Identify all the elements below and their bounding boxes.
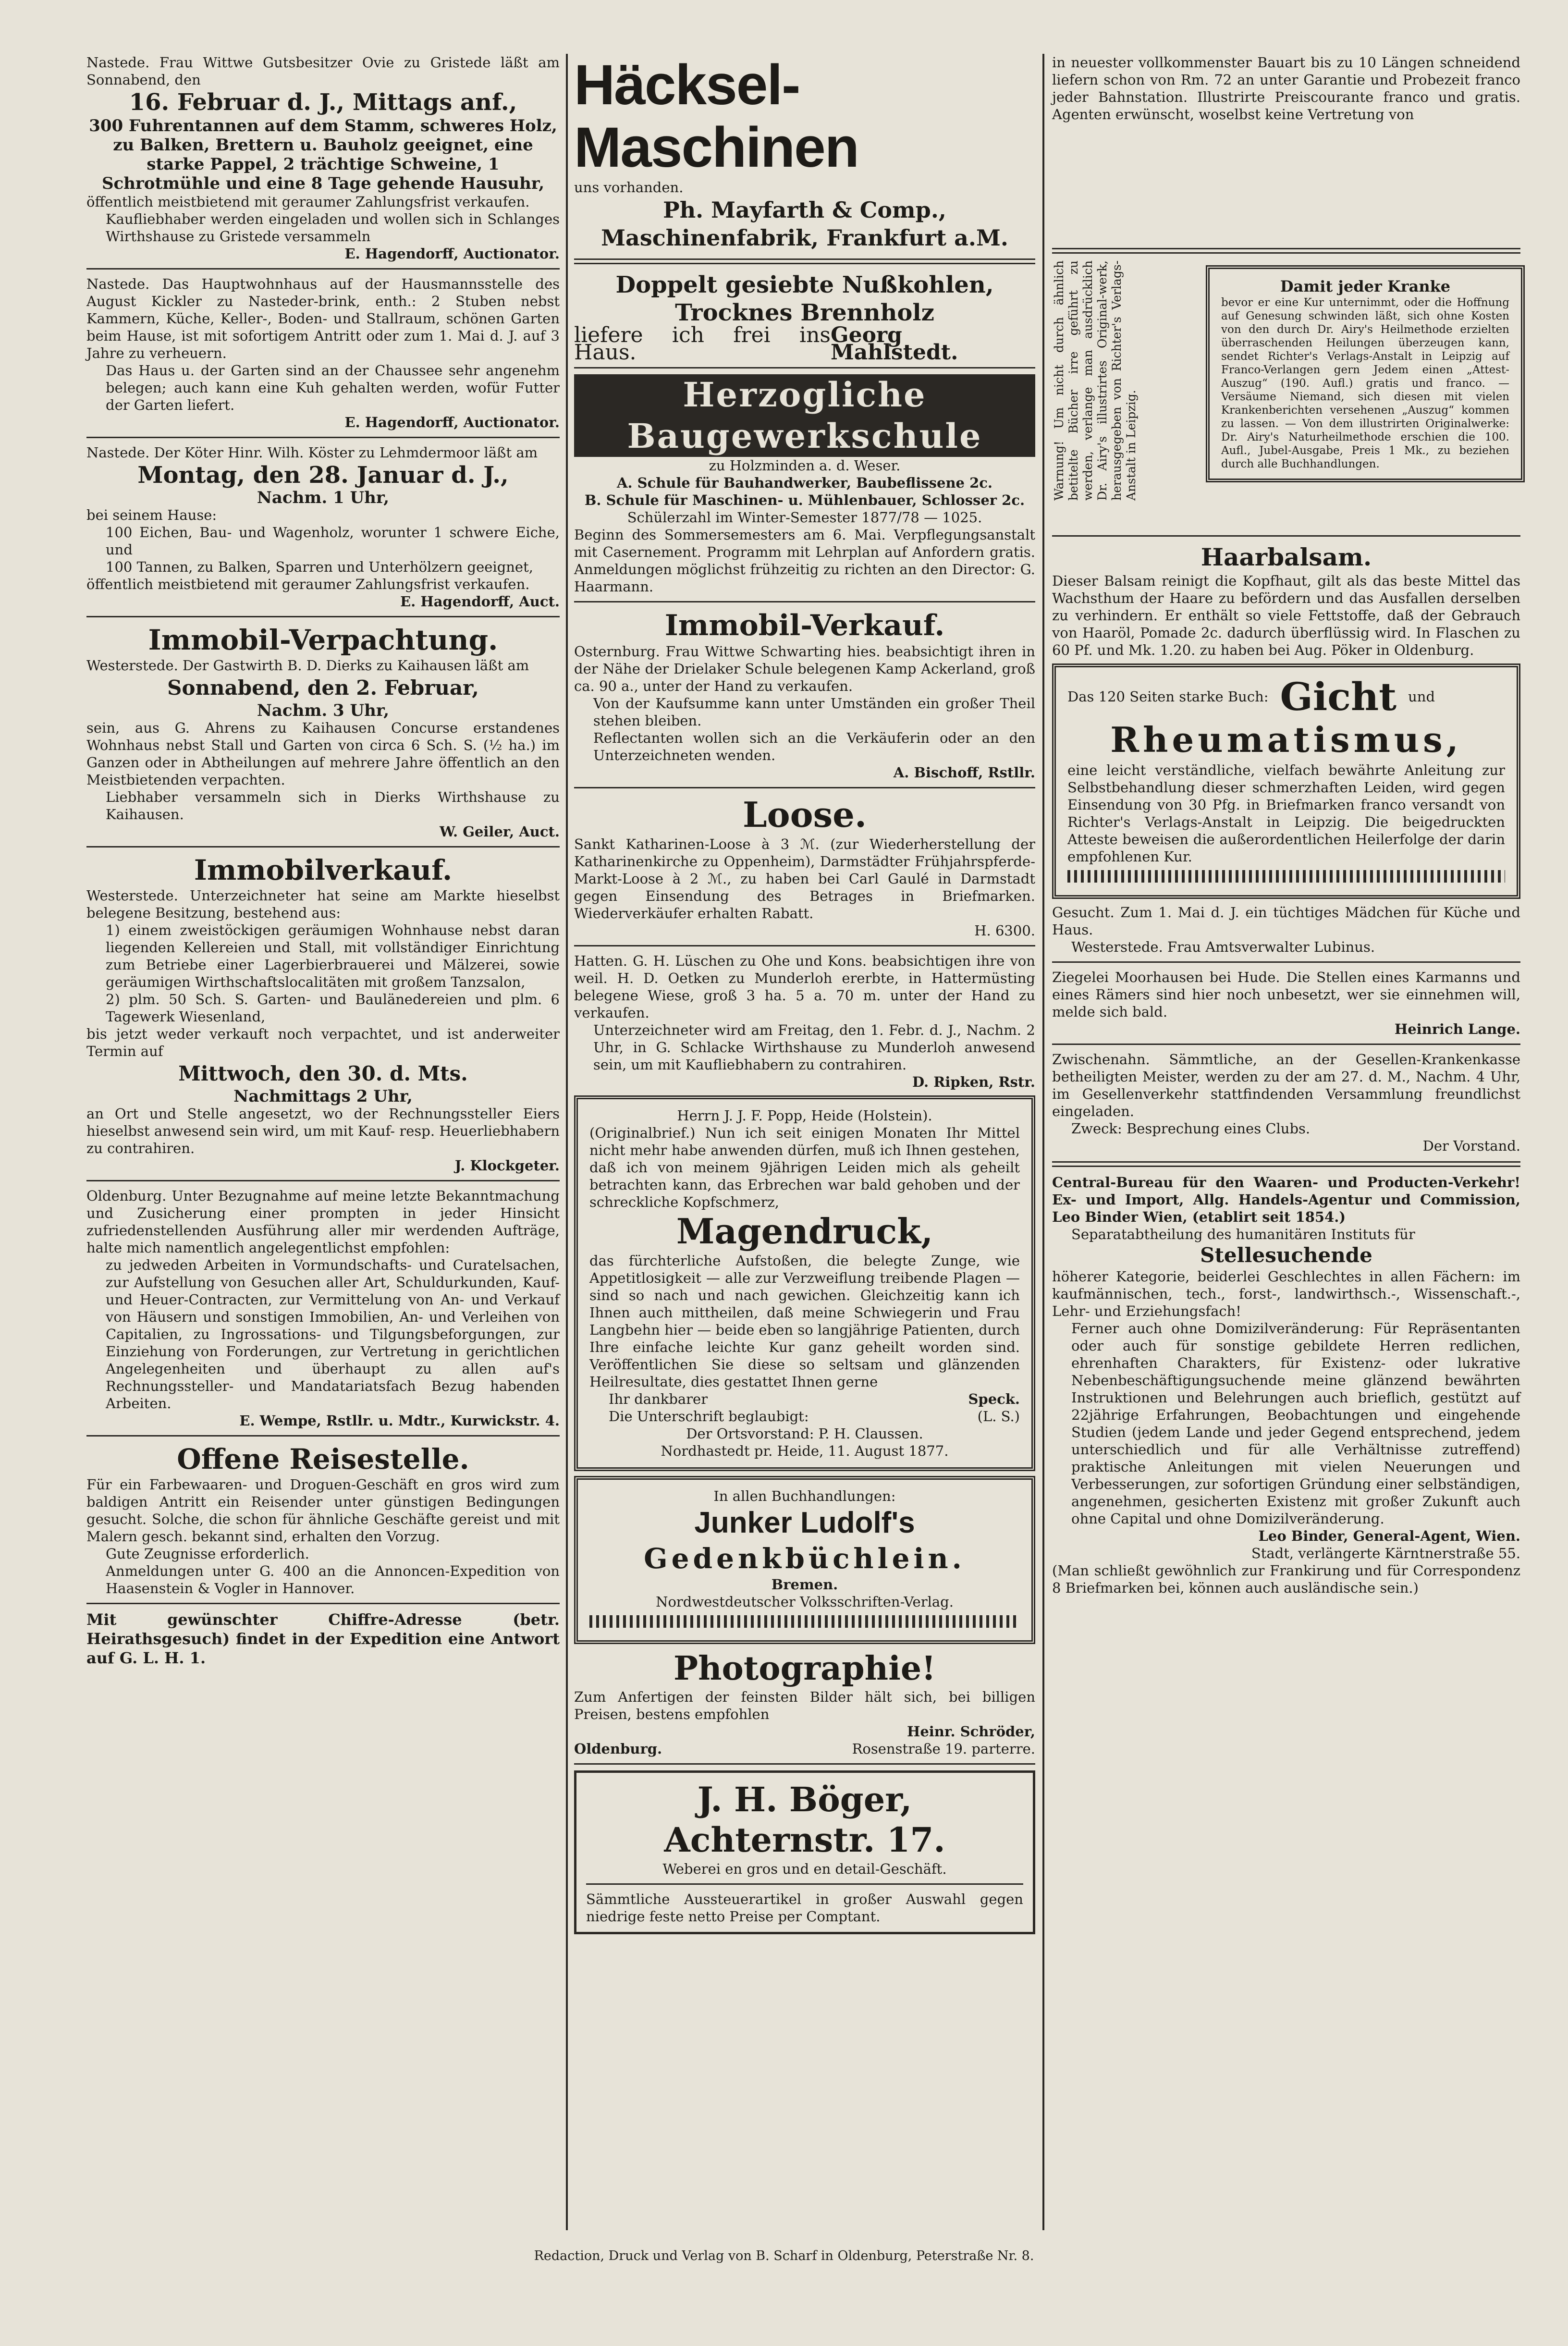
ad-signature: J. Klockgeter. xyxy=(454,1157,560,1174)
ad-boeger xyxy=(574,1770,1035,1934)
ad-text: Zum Anfertigen der feinsten Bilder hält sich, bei billigen Preisen, bestens empfohlen xyxy=(574,1689,1035,1722)
ad-text: Separatabtheilung des humanitären Instituts für xyxy=(1071,1226,1415,1242)
ad-text: Zwischenahn. Sämmtliche, an der Gesellen-Krankenkasse betheiligten Meister, werden zu der am 27. d. M., Nachm. 4 Uhr, im Gesellenverkehr stattfindenden Versammlung freundlichst eingeladen. xyxy=(1052,1051,1520,1119)
ad-title: Immobil-Verpachtung. xyxy=(148,624,498,656)
ad-text: Gesucht. Zum 1. Mai d. J. ein tüchtiges Mädchen für Küche und Haus. xyxy=(1052,904,1520,938)
ad-signature: Georg Mahlstedt. xyxy=(831,323,958,365)
ad-text: Kaufliebhaber werden eingeladen und wollen sich in Schlanges Wirthshause zu Gristede versammeln xyxy=(106,211,560,245)
ad-title: Photographie! xyxy=(673,1649,936,1688)
ad-text: Der Ortsvorstand: P. H. Claussen. xyxy=(686,1425,923,1442)
ad-title: Gicht xyxy=(1280,674,1397,719)
ad-items: 300 Fuhrentannen auf dem Stamm, schweres Holz, zu Balken, Brettern u. Bauholz geeignet, eine starke Pappel, 2 trächtige Schweine, 1 Schrotmühle und eine 8 Tage gehende Hausuhr, xyxy=(89,116,557,193)
ad-text: Gute Zeugnisse erforderlich. xyxy=(106,1546,309,1562)
ad-text: öffentlich meistbietend mit geraumer Zahlungsfrist verkaufen. xyxy=(86,194,530,210)
ad-signature: Heinr. Schröder, xyxy=(906,1723,1035,1740)
ad-text: Nastede. Der Köter Hinr. Wilh. Köster zu Lehmdermoor läßt am xyxy=(86,444,538,461)
ad-text: Rosenstraße 19. parterre. xyxy=(852,1741,1035,1757)
divider xyxy=(574,258,1035,264)
ad-chiffre xyxy=(86,1610,560,1668)
ad-magendruck xyxy=(574,1095,1035,1471)
ad-date: Sonnabend, den 2. Februar, xyxy=(167,676,479,700)
ad-text: Zweck: Besprechung eines Clubs. xyxy=(1071,1120,1311,1137)
ad-kohlen xyxy=(574,271,1035,365)
ad-list-item: 1) einem zweistöckigen geräumigen Wohnhause nebst daran liegenden Kellereien und Stall, mit vollständiger Einrichtung zum Betriebe einer Lagerbierbrauerei und Mälzerei, sowie geräumigen Wirthschaftslocalitäten mit großem Tanzsalon, xyxy=(106,922,560,990)
ad-text: liefere ich frei ins Haus. xyxy=(574,323,831,365)
ad-signature: W. Geiler, Auct. xyxy=(439,823,560,840)
ad-text: Mit gewünschter Chiffre-Adresse (betr. Heirathsgesuch) findet in der Expedition eine Antwort auf G. L. H. 1. xyxy=(86,1610,560,1667)
ad-text: Schülerzahl im Winter-Semester 1877/78 — 1025. xyxy=(627,509,982,526)
ad-signature: E. Wempe, Rstllr. u. Mdtr., Kurwickstr. 4. xyxy=(239,1413,560,1429)
ad-nastede-ovie xyxy=(86,54,560,262)
ad-text: Sankt Katharinen-Loose à 3 ℳ. (zur Wiederherstellung der Katharinenkirche zu Oppenheim), Darmstädter Frühjahrspferde-Markt-Loose à 2 ℳ., zu haben bei Carl Gaulé in Darmstadt gegen Einsendung des Betrages in Briefmarken. Wiederverkäufer erhalten Rabatt. xyxy=(574,836,1035,921)
ad-text: Die Unterschrift beglaubigt: xyxy=(609,1408,809,1425)
ad-title: Magendruck, xyxy=(676,1211,933,1252)
ad-text: höherer Kategorie, beiderlei Geschlechtes in allen Fächern: im kaufmännischen, tech., forst-, landwirthsch.-, Wissenschaft.-, Lehr- und Erziehungsfach! xyxy=(1052,1268,1520,1319)
ad-text: Central-Bureau für den Waaren- und Producten-Verkehr! Ex- und Import, Allg. Handels-Agentur und Commission, Leo Binder Wien, (etablirt seit 1854.) xyxy=(1052,1174,1520,1225)
ad-title: J. H. Böger, Achternstr. 17. xyxy=(664,1780,945,1860)
ad-haecksel-text xyxy=(1052,54,1520,123)
divider xyxy=(1052,535,1520,537)
column-rule xyxy=(566,54,568,2230)
ad-title: Rheumatismus, xyxy=(1110,719,1462,760)
ad-haarbalsam xyxy=(1052,542,1520,659)
column-right xyxy=(1052,54,1520,1597)
ad-text: Weberei en gros und en detail-Geschäft. xyxy=(662,1861,947,1877)
ad-date: Montag, den 28. Januar d. J., xyxy=(137,462,509,489)
ad-list-item: 100 Eichen, Bau- und Wagenholz, worunter 1 schwere Eiche, und xyxy=(106,524,560,558)
ad-signature: Speck. xyxy=(968,1391,1020,1407)
ad-text: sein, aus G. Ahrens zu Kaihausen Concurse erstandenes Wohnhaus nebst Stall und Garten von circa 6 Sch. S. (½ ha.) im Ganzen oder in Abtheilungen auf mehrere Jahre öffentlich an den Meistbietenden verpachten. xyxy=(86,720,560,788)
ad-text: Ihr dankbarer xyxy=(609,1391,708,1407)
ad-time: Nachm. 1 Uhr, xyxy=(257,488,390,507)
ad-date: Mittwoch, den 30. d. Mts. xyxy=(178,1062,468,1085)
divider xyxy=(86,437,560,438)
ad-immobilverkauf xyxy=(86,853,560,1174)
divider xyxy=(574,1763,1035,1765)
ad-text: Nordwestdeutscher Volksschriften-Verlag. xyxy=(656,1594,954,1610)
divider xyxy=(86,846,560,848)
ad-text: Liebhaber versammeln sich in Dierks Wirthshause zu Kaihausen. xyxy=(106,789,560,823)
ad-baugewerkschule xyxy=(574,374,1035,595)
divider xyxy=(574,945,1035,946)
ad-title: Häcksel-Maschinen xyxy=(574,53,858,179)
ad-airy xyxy=(1052,260,1520,529)
ad-text: und xyxy=(1408,688,1435,705)
ad-title: Stellesuchende xyxy=(1200,1243,1372,1267)
ad-text: zu jedweden Arbeiten in Vormundschafts- und Curatelsachen, zur Aufstellung von Gesuchen aller Art, Schuldurkunden, Kauf- und Heuer-Contracten, zur Vermittelung von An- und Verkauf von Häusern und sonstigen Immobilien, An- und Verleihen von Capitalien, zu Ingrossations- und Tilgungsbeforgungen, zur Einziehung von Forderungen, zur Vertretung in gerichtlichen Angelegenheiten und überhaupt zu allen auf's Rechnungssteller- und Mandatariatsfach Bezug habenden Arbeiten. xyxy=(106,1257,560,1412)
ad-loose xyxy=(574,794,1035,939)
ad-text: Bremen. xyxy=(771,1576,838,1593)
divider xyxy=(86,1603,560,1604)
ad-text: bei seinem Hause: xyxy=(86,507,217,523)
ad-oldenburg-wempe xyxy=(86,1187,560,1429)
ad-text: Sämmtliche Aussteuerartikel in großer Auswahl gegen niedrige feste netto Preise per Comptant. xyxy=(586,1891,1023,1925)
ad-immobil-verpachtung xyxy=(86,623,560,840)
divider xyxy=(1052,961,1520,963)
ad-text: Herrn J. J. F. Popp, Heide (Holstein). xyxy=(677,1107,932,1124)
ad-text: Oldenburg. Unter Bezugnahme auf meine letzte Bekanntmachung und Zusicherung einer prompten in jeder Hinsicht zufriedenstellenden Ausführung aller mir werdenden Aufträge, halte mich namentlich angelegentlichst empfohlen: xyxy=(86,1188,560,1256)
divider xyxy=(86,1435,560,1437)
divider xyxy=(1052,248,1520,254)
ad-title: Haarbalsam. xyxy=(1200,543,1372,571)
ad-zwischenahn xyxy=(1052,1051,1520,1155)
ad-text: Beginn des Sommersemesters am 6. Mai. Verpflegungsanstalt mit Casernement. Programm mit Lehrplan auf Anfordern gratis. Anmeldungen möglichst frühzeitig zu richten an den Director: G. Haarmann. xyxy=(574,527,1035,595)
ad-list-item: B. Schule für Maschinen- u. Mühlenbauer, Schlosser 2c. xyxy=(584,492,1025,508)
ad-immobil-verkauf-osternburg xyxy=(574,608,1035,781)
ad-signature: E. Hagendorff, Auctionator. xyxy=(344,246,560,262)
divider xyxy=(86,1180,560,1181)
ad-photographie xyxy=(574,1649,1035,1757)
divider xyxy=(574,601,1035,602)
ad-text: Westerstede. Unterzeichneter hat seine am Markte hieselbst belegene Besitzung, bestehend aus: xyxy=(86,887,560,921)
ad-title: Doppelt gesiebte Nußkohlen, Trocknes Brennholz xyxy=(615,271,994,326)
column-rule xyxy=(1042,54,1044,2230)
ad-ziegelei xyxy=(1052,969,1520,1038)
ad-time: Nachm. 3 Uhr, xyxy=(257,701,390,720)
ad-signature: E. Hagendorff, Auctionator. xyxy=(344,414,560,430)
divider xyxy=(1052,1044,1520,1045)
ad-title: Gedenkbüchlein. xyxy=(644,1542,966,1575)
ad-text: (Man schließt gewöhnlich zur Frankirung und für Correspondenz 8 Briefmarken bei, können auch ausländische sein.) xyxy=(1052,1562,1520,1596)
ad-airy-box xyxy=(1206,265,1525,482)
ad-warning-vertical: Warnung! Um nicht durch ähnlich betitelte Bücher irre geführt zu werden, verlange man ausdrücklich Dr. Airy's illustrirtes Original-werk, herausgegeben von Richter's Verlags-Anstalt in Leipzig. xyxy=(1052,260,1138,501)
ad-text: das fürchterliche Aufstoßen, die belegte Zunge, wie Appetitlosigkeit — alle zur Verzweiflung treibende Plagen — sind so nach und nach gewichen. Gleichzeitig kann ich Ihnen auch mittheilen, daß meine Schwiegerin und Frau Langbehn hier — beide eben so langjährige Patienten, durch Ihre einfache leichte Kur ganz geheilt worden sind. Veröffentlichen Sie diese so seltsam und glänzenden Heilresultate, dies gestattet Ihnen gerne xyxy=(589,1253,1020,1390)
ad-text: Für ein Farbewaaren- und Droguen-Geschäft en gros wird zum baldigen Antritt ein Reisender unter günstigen Bedingungen gesucht. Solche, die schon für ähnliche Geschäfte gereist und mit Malern gesch. bekannt sind, erhalten den Vorzug. xyxy=(86,1476,560,1545)
ad-text: Von der Kaufsumme kann unter Umständen ein großer Theil stehen bleiben. xyxy=(593,695,1035,729)
ad-date: 16. Februar d. J., Mittags anf., xyxy=(129,89,517,116)
ad-nastede-koester xyxy=(86,444,560,610)
ad-text: Unterzeichneter wird am Freitag, den 1. Febr. d. J., Nachm. 2 Uhr, in G. Schlacke Wirthshause zu Munderloh anwesend sein, um mit Kaufliebhabern zu contrahiren. xyxy=(593,1022,1035,1073)
ad-signature: E. Hagendorff, Auct. xyxy=(400,593,560,610)
ad-text: Ferner auch ohne Domizilveränderung: Für Repräsentanten oder auch für sonstige gebildete Herren redlichen, ehrenhaften Charakters, für Existenz- oder lukrative Nebenbeschäftigungsuchende meine glänzend bewährten Instruktionen und Belehrungen auch brieflich, gestützt auf 22jährige Erfahrungen, Beobachtungen und eingehende Studien (jedem Lande und jeder Gegend entsprechend, jedem unterschiedlich und für alle Verhältnisse zutreffend) praktische Anleitungen mit vielen Neuerungen und Verbesserungen, zur sofortigen Gründung einer selbständigen, angenehmen, gesicherten Existenz mit großer Zukunft auch ohne Capital und ohne Domizilveränderung. xyxy=(1071,1320,1520,1527)
ad-text: In allen Buchhandlungen: xyxy=(713,1488,896,1504)
ad-signature: Leo Binder, General-Agent, Wien. xyxy=(1258,1528,1520,1544)
ad-text: zu Holzminden a. d. Weser. xyxy=(709,457,901,474)
ad-title: Immobil-Verkauf. xyxy=(664,609,945,642)
ad-gesucht xyxy=(1052,904,1520,956)
ad-text: Dieser Balsam reinigt die Kopfhaut, gilt als das beste Mittel das Wachsthum der Haare zu befördern und das Ausfallen derselben zu verhindern. Er enthält so viele Fettstoffe, daß der Gebrauch von Haaröl, Pomade 2c. dadurch überflüssig wird. In Flaschen zu 60 Pf. und Mk. 1.20. zu haben bei Aug. Pöker in Oldenburg. xyxy=(1052,573,1520,658)
decorative-border xyxy=(589,1615,1020,1628)
ad-title: Junker Ludolf's xyxy=(694,1506,915,1539)
ad-title: Damit jeder Kranke xyxy=(1280,277,1451,295)
ad-text: Nordhastedt pr. Heide, 11. August 1877. xyxy=(661,1443,949,1459)
ad-junker-ludolf xyxy=(574,1476,1035,1644)
ad-text: Ziegelei Moorhausen bei Hude. Die Stellen eines Karmanns und eines Rämers sind hier noch unbesetzt, wer sie einnehmen will, melde sich bald. xyxy=(1052,969,1520,1020)
ad-list-item: A. Schule für Bauhandwerker, Baubeflissene 2c. xyxy=(616,475,993,491)
ad-text: in neuester vollkommenster Bauart bis zu 10 Längen schneidend liefern schon von Rm. 72 an unter Garantie und Probezeit franco jeder Bahnstation. Illustrirte Preiscourante franco und gratis. Agenten erwünscht, woselbst keine Vertretung von xyxy=(1052,54,1520,123)
ad-gicht xyxy=(1052,663,1520,899)
ad-text: öffentlich meistbietend mit geraumer Zahlungsfrist verkaufen. xyxy=(86,576,530,592)
ad-signature: Heinrich Lange. xyxy=(1394,1021,1520,1037)
imprint-footer: Redaction, Druck und Verlag von B. Scharf in Oldenburg, Peterstraße Nr. 8. xyxy=(534,2248,1034,2263)
ad-text: uns vorhanden. xyxy=(574,179,684,196)
ad-reisestelle xyxy=(86,1442,560,1597)
ad-nastede-kickler xyxy=(86,275,560,431)
divider xyxy=(574,787,1035,788)
ad-text: Stadt, verlängerte Kärntnerstraße 55. xyxy=(1251,1545,1520,1561)
divider xyxy=(586,1883,1023,1885)
ad-text: Osternburg. Frau Wittwe Schwarting hies. beabsichtigt ihren in der Nähe der Drielaker Schule belegenen Kamp Ackerland, groß ca. 90 a., unter der Hand zu verkaufen. xyxy=(574,643,1035,694)
ad-title: Herzogliche Baugewerkschule xyxy=(574,374,1035,457)
ad-text: Reflectanten wollen sich an die Verkäuferin oder an den Unterzeichneten wenden. xyxy=(593,730,1035,763)
divider xyxy=(574,367,1035,368)
ad-text: (Originalbrief.) Nun ich seit einigen Monaten Ihr Mittel nicht mehr habe anwenden dürfen, muß ich Ihnen gestehen, daß ich von meinem 9jährigen Leiden mich als geheilt betrachten kann, das Erbrechen war bald gehoben und der schreckliche Kopfschmerz, xyxy=(589,1125,1020,1210)
ad-title: Offene Reisestelle. xyxy=(177,1443,469,1475)
divider xyxy=(1052,1161,1520,1167)
ad-list-item: 100 Tannen, zu Balken, Sparren und Unterhölzern geeignet, xyxy=(106,559,533,575)
ad-haecksel-maschinen xyxy=(574,54,1035,252)
ad-time: Nachmittags 2 Uhr, xyxy=(233,1087,413,1106)
ad-text: Nastede. Das Hauptwohnhaus auf der Hausmannsstelle des August Kickler zu Nasteder-brink, enth.: 2 Stuben nebst Kammern, Küche, Keller-, Boden- und Stallraum, schönen Garten beim Hause, ist mit sofortigem Antritt oder zum 1. Mai d. J. auf 3 Jahre zu verheuern. xyxy=(86,276,560,361)
ad-code: H. 6300. xyxy=(974,922,1035,939)
ad-central-bureau xyxy=(1052,1174,1520,1597)
ad-title: Immobilverkauf. xyxy=(194,854,453,886)
ad-list-item: 2) plm. 50 Sch. S. Garten- und Baulänedereien und plm. 6 Tagewerk Wiesenland, xyxy=(106,991,560,1025)
ad-text: Westerstede. Der Gastwirth B. D. Dierks zu Kaihausen läßt am xyxy=(86,657,529,674)
ad-seal: (L. S.) xyxy=(977,1408,1020,1425)
ad-text: Westerstede. Frau Amtsverwalter Lubinus. xyxy=(1071,939,1375,955)
ad-hatten xyxy=(574,952,1035,1091)
column-middle xyxy=(574,54,1035,1939)
ad-text: Das Haus u. der Garten sind an der Chaussee sehr angenehm belegen; auch kann eine Kuh gehalten werden, wofür Futter der Garten liefert. xyxy=(106,362,560,413)
ad-text: Oldenburg. xyxy=(574,1741,662,1757)
divider xyxy=(86,268,560,270)
divider xyxy=(86,616,560,617)
decorative-border xyxy=(1067,870,1505,883)
ad-signature: D. Ripken, Rstr. xyxy=(912,1074,1035,1090)
ad-signature: A. Bischoff, Rstllr. xyxy=(893,764,1035,781)
ad-signature: Der Vorstand. xyxy=(1422,1138,1520,1154)
ad-text: bis jetzt weder verkauft noch verpachtet, und ist anderweiter Termin auf xyxy=(86,1026,560,1059)
ad-text: eine leicht verständliche, vielfach bewährte Anleitung zur Selbstbehandlung dieser schmerzhaften Leiden, wird gegen Einsendung von 30 Pfg. in Briefmarken franco versandt von Richter's Verlags-Anstalt in Leipzig. Die beigedruckten Atteste beweisen die außerordentlichen Heilerfolge der darin empfohlenen Kur. xyxy=(1067,762,1505,865)
ad-text: an Ort und Stelle angesetzt, wo der Rechnungssteller Eiers hieselbst anwesend sein wird, um mit Kauf- resp. Heuerliebhabern zu contrahiren. xyxy=(86,1105,560,1156)
ad-text: Nastede. Frau Wittwe Gutsbesitzer Ovie zu Gristede läßt am Sonnabend, den xyxy=(86,54,560,88)
column-left xyxy=(86,54,560,1668)
ad-title: Loose. xyxy=(742,794,867,835)
ad-text: Anmeldungen unter G. 400 an die Annoncen-Expedition von Haasenstein & Vogler in Hannover. xyxy=(106,1563,560,1597)
ad-firm: Ph. Mayfarth & Comp., Maschinenfabrik, Frankfurt a.M. xyxy=(601,197,1008,251)
ad-text: bevor er eine Kur unternimmt, oder die Hoffnung auf Genesung schwinden läßt, sich ohne Kosten von den durch Dr. Airy's Heilmethode erzielten überraschenden Heilungen überzeugen kann, sendet Richter's Verlags-Anstalt in Leipzig auf Franco-Verlangen gern Jedem einen „Attest-Auszug“ (190. Aufl.) gratis und franco. — Versäume Niemand, sich diesen mit vielen Krankenberichten versehenen „Auszug“ kommen zu lassen. — Von dem illustrirten Originalwerke: Dr. Airy's Naturheilmethode erschien die 100. Aufl., Jubel-Ausgabe, Preis 1 Mk., zu beziehen durch alle Buchhandlungen. xyxy=(1221,296,1509,470)
ad-text: Das 120 Seiten starke Buch: xyxy=(1067,688,1269,705)
ad-text: Hatten. G. H. Lüschen zu Ohe und Kons. beabsichtigen ihre von weil. H. D. Oetken zu Munderloh ererbte, in Hattermüsting belegene Wiese, groß 3 ha. 5 a. 70 m. unter der Hand zu verkaufen. xyxy=(574,953,1035,1021)
